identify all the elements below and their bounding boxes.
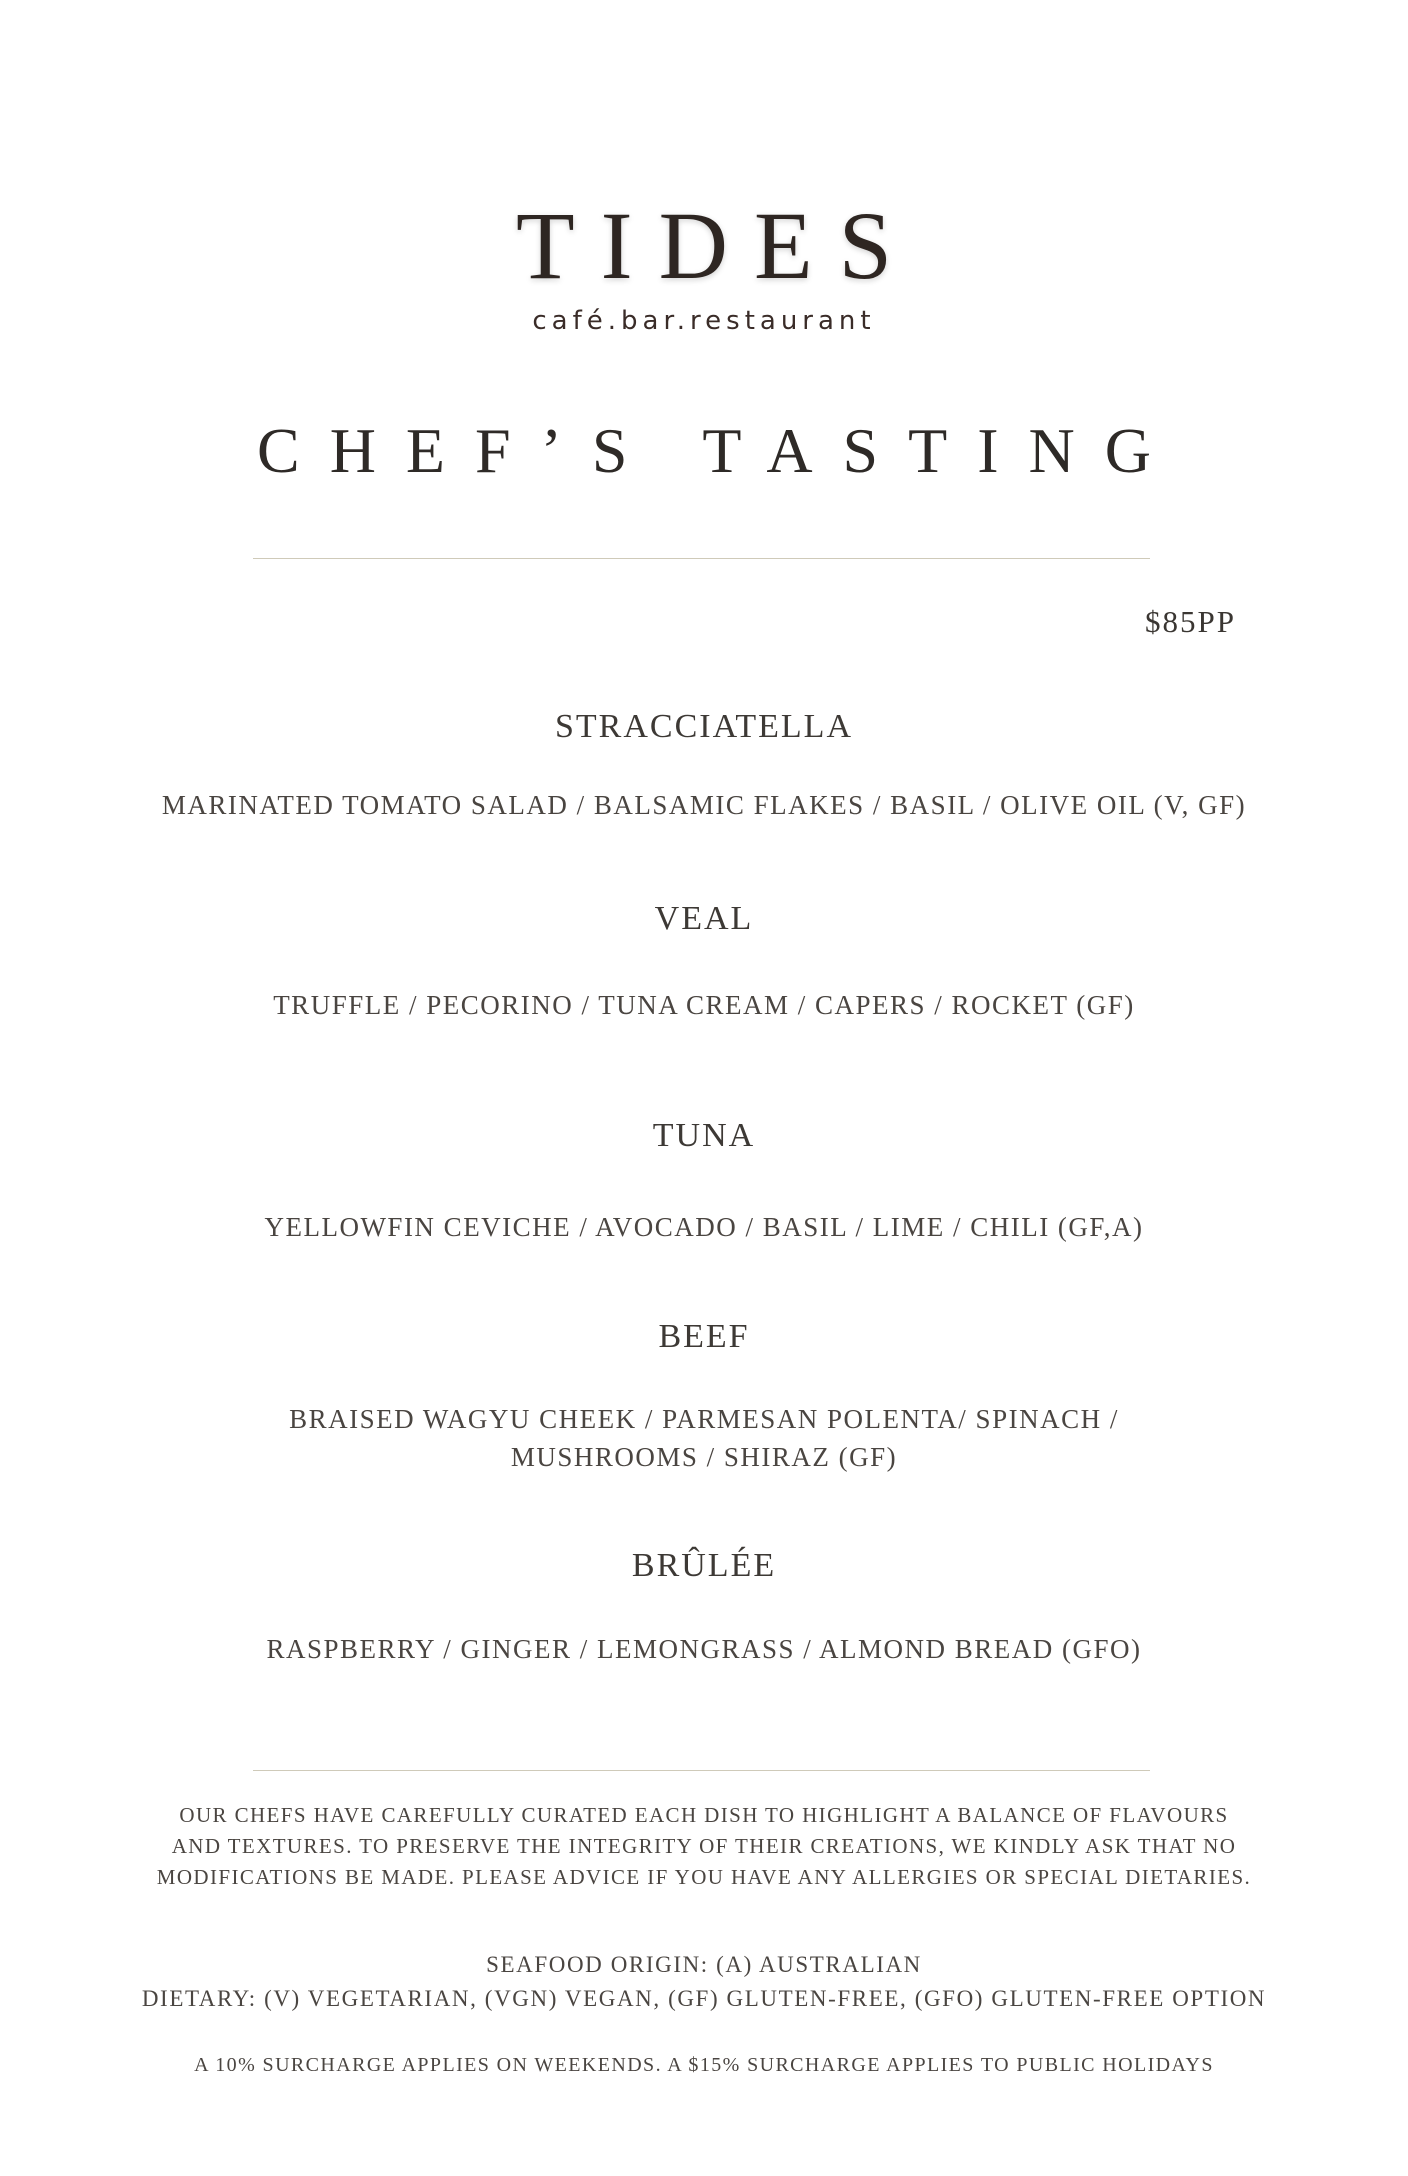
- menu-title: CHEF’S TASTING: [257, 415, 1181, 486]
- course-name-veal: VEAL: [654, 900, 754, 937]
- course-description-beef-line-2: MUSHROOMS / SHIRAZ (GF): [510, 1442, 898, 1472]
- course-description-stracciatella: MARINATED TOMATO SALAD / BALSAMIC FLAKES / BASIL / OLIVE OIL (V, GF): [161, 790, 1247, 820]
- seafood-origin: SEAFOOD ORIGIN: (A) AUSTRALIAN: [486, 1952, 922, 1977]
- course-name-brulee: BRÛLÉE: [631, 1547, 777, 1584]
- tagline: café.bar.restaurant: [532, 306, 876, 336]
- logo: TIDES: [516, 192, 918, 299]
- chef-note-line-1: OUR CHEFS HAVE CAREFULLY CURATED EACH DISH TO HIGHLIGHT A BALANCE OF FLAVOURS: [179, 1803, 1229, 1827]
- course-name-stracciatella: STRACCIATELLA: [555, 708, 853, 745]
- chef-note-line-2: AND TEXTURES. TO PRESERVE THE INTEGRITY OF THEIR CREATIONS, WE KINDLY ASK THAT NO: [171, 1834, 1237, 1858]
- price: $85PP: [1145, 604, 1236, 639]
- bottom-divider: [253, 1770, 1150, 1771]
- top-divider: [253, 558, 1150, 559]
- course-name-tuna: TUNA: [652, 1117, 756, 1154]
- course-description-brulee: RASPBERRY / GINGER / LEMONGRASS / ALMOND BREAD (GFO): [266, 1634, 1142, 1664]
- course-description-tuna: YELLOWFIN CEVICHE / AVOCADO / BASIL / LIME / CHILI (GF,A): [264, 1212, 1144, 1242]
- chef-note-line-3: MODIFICATIONS BE MADE. PLEASE ADVICE IF YOU HAVE ANY ALLERGIES OR SPECIAL DIETARIES.: [156, 1865, 1252, 1889]
- course-name-beef: BEEF: [658, 1318, 750, 1355]
- surcharge-notice: A 10% SURCHARGE APPLIES ON WEEKENDS. A $15% SURCHARGE APPLIES TO PUBLIC HOLIDAYS: [194, 2054, 1214, 2076]
- course-description-veal: TRUFFLE / PECORINO / TUNA CREAM / CAPERS / ROCKET (GF): [273, 990, 1135, 1020]
- dietary-legend: DIETARY: (V) VEGETARIAN, (VGN) VEGAN, (GF) GLUTEN-FREE, (GFO) GLUTEN-FREE OPTION: [141, 1986, 1267, 2011]
- course-description-beef-line-1: BRAISED WAGYU CHEEK / PARMESAN POLENTA/ SPINACH /: [289, 1404, 1119, 1434]
